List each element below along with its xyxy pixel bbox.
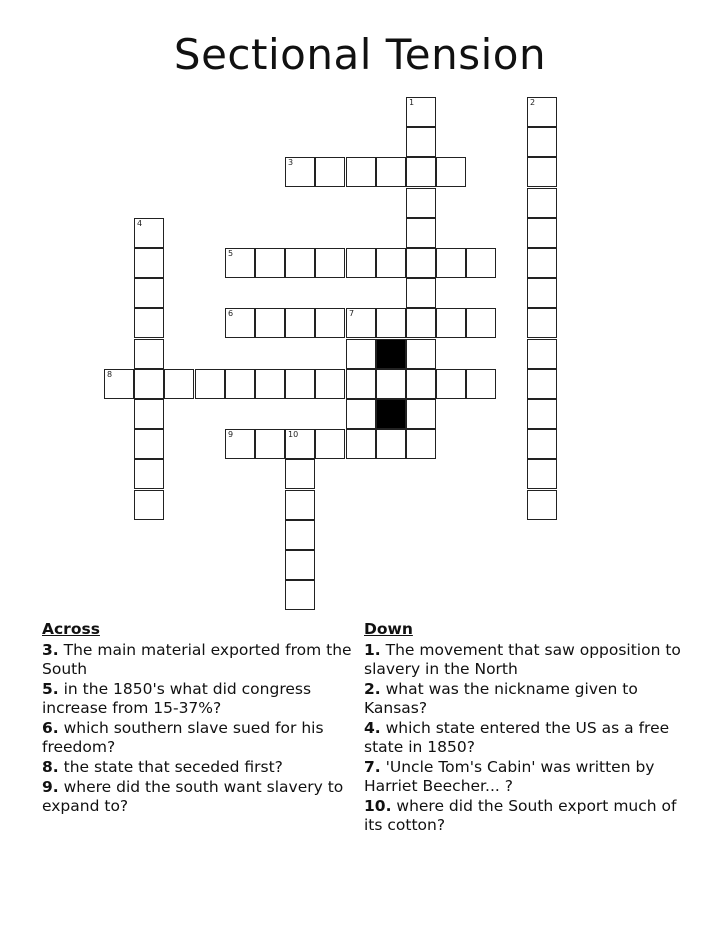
across-clue-8: [42, 758, 352, 777]
grid-cell[interactable]: [346, 369, 376, 399]
clue-number: 7: [349, 309, 355, 318]
clue-number: 10.: [364, 797, 392, 815]
grid-cell[interactable]: [466, 248, 496, 278]
down-clue-1: [364, 641, 684, 679]
grid-cell[interactable]: [346, 399, 376, 429]
grid-cell[interactable]: [285, 490, 315, 520]
grid-cell[interactable]: [285, 550, 315, 580]
page-title: Sectional Tension: [173, 30, 547, 79]
grid-cell[interactable]: [527, 429, 557, 459]
grid-cell[interactable]: [376, 308, 406, 338]
across-clue-3: [42, 641, 352, 679]
clue-number: 9.: [42, 778, 59, 796]
clue-number: 4: [137, 219, 143, 228]
grid-cell[interactable]: [225, 429, 255, 459]
grid-cell[interactable]: [346, 429, 376, 459]
across-clue-5: [42, 680, 352, 718]
grid-cell[interactable]: [406, 127, 436, 157]
clue-text: what was the nickname given to Kansas?: [364, 680, 638, 717]
grid-cell[interactable]: [527, 248, 557, 278]
clue-number: 1.: [364, 641, 381, 659]
clue-number: 4.: [364, 719, 381, 737]
clue-number: 5.: [42, 680, 59, 698]
clue-number: 9: [228, 430, 234, 439]
grid-cell[interactable]: [315, 308, 345, 338]
clue-number: 7.: [364, 758, 381, 776]
grid-cell[interactable]: [527, 369, 557, 399]
grid-cell[interactable]: [315, 157, 345, 187]
grid-cell[interactable]: [527, 127, 557, 157]
grid-cell[interactable]: [225, 248, 255, 278]
grid-cell[interactable]: [255, 308, 285, 338]
clue-number: 8: [107, 370, 113, 379]
clue-number: 5: [228, 249, 234, 258]
grid-cell[interactable]: [527, 157, 557, 187]
clue-number: 6.: [42, 719, 59, 737]
grid-cell[interactable]: [346, 248, 376, 278]
grid-cell[interactable]: [527, 188, 557, 218]
clue-text: where did the South export much of its cotton?: [364, 797, 677, 834]
grid-cell[interactable]: [376, 157, 406, 187]
clue-number: 3: [288, 158, 294, 167]
grid-cell[interactable]: [225, 308, 255, 338]
grid-cell[interactable]: [195, 369, 225, 399]
grid-cell[interactable]: [527, 459, 557, 489]
grid-cell[interactable]: [285, 308, 315, 338]
clue-text: 'Uncle Tom's Cabin' was written by Harriet Beecher... ?: [364, 758, 655, 795]
grid-cell[interactable]: [104, 369, 134, 399]
clue-number: 1: [409, 98, 415, 107]
grid-cell[interactable]: [406, 218, 436, 248]
grid-cell[interactable]: [134, 339, 164, 369]
clue-number: 2.: [364, 680, 381, 698]
grid-cell[interactable]: [406, 188, 436, 218]
grid-cell[interactable]: [376, 369, 406, 399]
down-clue-list: [364, 641, 684, 835]
clue-text: the state that seceded first?: [58, 758, 283, 776]
grid-cell[interactable]: [527, 399, 557, 429]
grid-cell[interactable]: [134, 399, 164, 429]
down-clue-10: [364, 797, 684, 835]
grid-cell[interactable]: [285, 157, 315, 187]
grid-cell[interactable]: [346, 157, 376, 187]
grid-cell[interactable]: [164, 369, 194, 399]
grid-cell[interactable]: [527, 308, 557, 338]
grid-cell[interactable]: [134, 248, 164, 278]
grid-cell[interactable]: [436, 248, 466, 278]
grid-cell[interactable]: [527, 490, 557, 520]
grid-cell[interactable]: [285, 459, 315, 489]
grid-cell[interactable]: [527, 218, 557, 248]
grid-cell[interactable]: [376, 248, 406, 278]
grid-cell[interactable]: [134, 459, 164, 489]
grid-cell[interactable]: [346, 339, 376, 369]
clue-number: 2: [530, 98, 536, 107]
grid-cell[interactable]: [376, 429, 406, 459]
grid-cell[interactable]: [134, 429, 164, 459]
grid-cell[interactable]: [285, 429, 315, 459]
down-heading: Down: [364, 620, 413, 638]
down-clue-2: [364, 680, 684, 718]
down-clue-7: [364, 758, 684, 796]
grid-cell[interactable]: [527, 97, 557, 127]
grid-cell[interactable]: [285, 580, 315, 610]
clue-text: which state entered the US as a free state in 1850?: [364, 719, 670, 756]
down-clue-4: [364, 719, 684, 757]
grid-cell[interactable]: [406, 369, 436, 399]
grid-cell[interactable]: [436, 369, 466, 399]
across-clue-list: [42, 641, 352, 816]
clue-number: 6: [228, 309, 234, 318]
grid-cell[interactable]: [346, 308, 376, 338]
grid-cell[interactable]: [285, 369, 315, 399]
grid-cell[interactable]: [134, 490, 164, 520]
grid-cell[interactable]: [527, 278, 557, 308]
grid-cell[interactable]: [315, 429, 345, 459]
grid-cell[interactable]: [134, 369, 164, 399]
grid-cell[interactable]: [255, 248, 285, 278]
grid-cell[interactable]: [527, 339, 557, 369]
clue-text: where did the south want slavery to expand to?: [42, 778, 344, 815]
clue-text: The main material exported from the South: [42, 641, 352, 678]
grid-block: [376, 339, 406, 369]
clue-number: 8.: [42, 758, 59, 776]
grid-cell[interactable]: [406, 157, 436, 187]
grid-cell[interactable]: [134, 278, 164, 308]
clue-text: which southern slave sued for his freedom?: [42, 719, 324, 756]
grid-cell[interactable]: [406, 248, 436, 278]
grid-cell[interactable]: [406, 308, 436, 338]
grid-cell[interactable]: [134, 218, 164, 248]
grid-cell[interactable]: [406, 97, 436, 127]
across-clue-9: [42, 778, 352, 816]
grid-cell[interactable]: [466, 308, 496, 338]
across-clue-6: [42, 719, 352, 757]
grid-cell[interactable]: [285, 248, 315, 278]
clue-number: 3.: [42, 641, 59, 659]
grid-cell[interactable]: [255, 369, 285, 399]
grid-cell[interactable]: [406, 429, 436, 459]
across-heading: Across: [42, 620, 100, 638]
clues-across: [42, 620, 352, 817]
grid-cell[interactable]: [406, 399, 436, 429]
grid-block: [376, 399, 406, 429]
clue-text: in the 1850's what did congress increase from 15-37%?: [42, 680, 312, 717]
grid-cell[interactable]: [436, 308, 466, 338]
grid-cell[interactable]: [255, 429, 285, 459]
grid-cell[interactable]: [436, 157, 466, 187]
grid-cell[interactable]: [406, 339, 436, 369]
grid-cell[interactable]: [134, 308, 164, 338]
grid-cell[interactable]: [315, 248, 345, 278]
grid-cell[interactable]: [285, 520, 315, 550]
clue-text: The movement that saw opposition to slavery in the North: [364, 641, 681, 678]
grid-cell[interactable]: [466, 369, 496, 399]
grid-cell[interactable]: [406, 278, 436, 308]
grid-cell[interactable]: [225, 369, 255, 399]
grid-cell[interactable]: [315, 369, 345, 399]
clue-number: 10: [288, 430, 299, 439]
clues-down: [364, 620, 684, 836]
